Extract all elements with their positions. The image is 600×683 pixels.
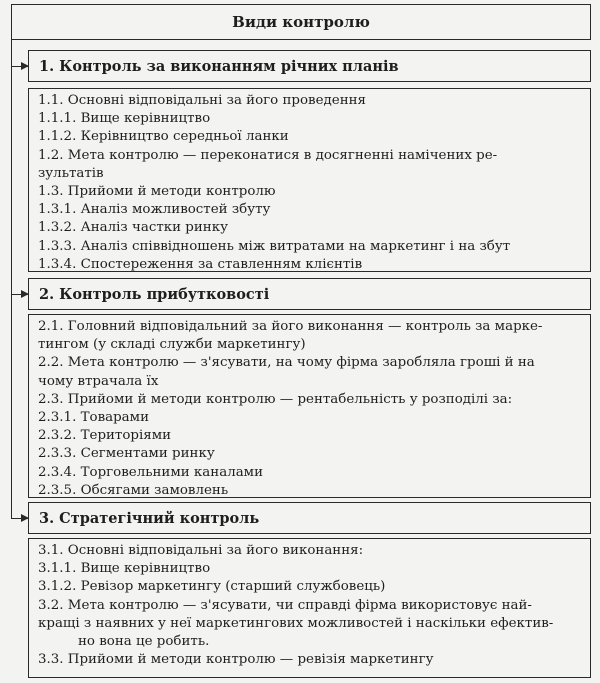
section-2-body [28, 314, 591, 498]
section-2-line: чому втрачала їх [38, 373, 159, 389]
section-1-line: 1.3.3. Аналіз співвідношень між витратами на маркетинг і на збут [38, 238, 511, 254]
section-1-line: 1.3.4. Спостереження за ставленням клієнтів [38, 256, 363, 272]
section-2-line: 2.3.5. Обсягами замовлень [38, 482, 229, 498]
section-1-line: 1.1.1. Вище керівництво [38, 111, 211, 127]
section-1-line: 1.3.2. Аналіз частки ринку [38, 220, 228, 236]
diagram-title: Види контролю [11, 4, 591, 40]
section-3-body [28, 538, 591, 678]
section-1-line: 1.1.2. Керівництво середньої ланки [38, 129, 289, 145]
section-2-heading: 2. Контроль прибутковості [28, 278, 591, 310]
section-2-line: 2.1. Головний відповідальний за його виконання — контроль за марке- [38, 319, 543, 334]
arrow-to-section-3 [11, 518, 28, 519]
arrow-to-section-1 [11, 66, 28, 67]
section-2-line: 2.3.2. Територіями [38, 428, 172, 444]
section-1-body [28, 88, 591, 272]
section-1-line: 1.2. Мета контролю — переконатися в досягненні намічених ре- [38, 147, 498, 163]
section-3-line: кращі з наявних у неї маркетингових можливостей і наскільки ефектив- [38, 615, 554, 631]
section-2-line: 2.3.1. Товарами [38, 410, 149, 426]
section-2-line: 2.2. Мета контролю — з'ясувати, на чому фірма заробляла гроші й на [38, 355, 535, 371]
section-2-line: тингом (у складі служби маркетингу) [38, 337, 306, 353]
section-3-heading: 3. Стратегічний контроль [28, 502, 591, 534]
section-3-line: но вона це робить. [78, 634, 210, 650]
section-3-line: 3.1. Основні відповідальні за його виконання: [38, 543, 364, 558]
section-3-line: 3.1.1. Вище керівництво [38, 561, 211, 577]
section-1-line: 1.3.1. Аналіз можливостей збуту [38, 202, 271, 218]
section-2-line: 2.3. Прийоми й методи контролю — рентабельність у розподілі за: [38, 391, 513, 407]
section-1-line: 1.3. Прийоми й методи контролю [38, 184, 276, 200]
section-1-line: зультатів [38, 165, 104, 181]
section-2-line: 2.3.4. Торговельними каналами [38, 464, 264, 480]
arrow-to-section-2 [11, 294, 28, 295]
section-3-line: 3.2. Мета контролю — з'ясувати, чи справді фірма використовує най- [38, 597, 532, 613]
section-1-line: 1.1. Основні відповідальні за його проведення [38, 93, 366, 108]
section-3-line: 3.1.2. Ревізор маркетингу (старший службовець) [38, 579, 386, 595]
connector-spine [11, 40, 12, 518]
section-1-heading: 1. Контроль за виконанням річних планів [28, 50, 591, 82]
section-3-line: 3.3. Прийоми й методи контролю — ревізія маркетингу [38, 652, 434, 668]
section-2-line: 2.3.3. Сегментами ринку [38, 446, 215, 462]
